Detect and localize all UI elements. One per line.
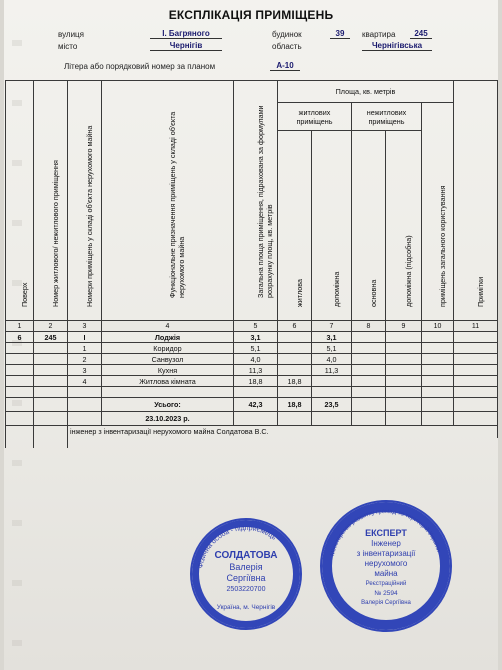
apartment-value: 245 xyxy=(410,29,432,39)
col-purpose-header: Функціональне призначення приміщень у складі об'єкта нерухомого майна xyxy=(102,81,234,321)
totals-total: 42,3 xyxy=(234,398,278,412)
seal-left-reg: 2503220700 xyxy=(226,586,266,593)
document-date: 23.10.2023 р. xyxy=(102,412,234,426)
seal-right-l1: ЕКСПЕРТ xyxy=(365,528,407,538)
col-common-use-header: приміщень загального користування xyxy=(422,103,454,321)
table-row: 4 Житлова кімната 18,8 18,8 xyxy=(6,376,498,387)
seal-left xyxy=(190,518,302,630)
column-numbers-row: 1 2 3 4 5 6 7 8 9 10 11 xyxy=(6,321,498,332)
col-notes-header: Примітки xyxy=(454,81,498,321)
seal-right-l3: з інвентаризації xyxy=(356,549,416,558)
date-row xyxy=(6,412,498,426)
litera-value: А-10 xyxy=(270,61,300,71)
col-nonliving-aux-header: допоміжна (підсобна) xyxy=(386,131,422,321)
seal-left-name3: Сергіївна xyxy=(226,573,266,583)
document-title: ЕКСПЛІКАЦІЯ ПРИМІЩЕНЬ xyxy=(168,8,334,22)
engineer-signature-line: інженер з інвентаризації нерухомого майна Солдатова В.С. xyxy=(68,426,498,438)
totals-label: Усього: xyxy=(102,398,234,412)
seal-right-l4: нерухомого xyxy=(364,559,408,568)
table-row: 1 Коридор 5,1 5,1 xyxy=(6,343,498,354)
nonliving-group-header: нежитлових приміщень xyxy=(352,103,422,131)
seal-left-name1: СОЛДАТОВА xyxy=(214,550,278,561)
engineer-row xyxy=(6,426,498,438)
table-row-blank xyxy=(6,387,498,398)
premises-table xyxy=(5,80,498,448)
col-unit-header: Номер житлового/ нежитлового приміщення xyxy=(34,81,68,321)
city-value: Чернігів xyxy=(150,41,222,51)
street-value: І. Багряного xyxy=(150,29,222,39)
col-living-main-header: житлова xyxy=(278,131,312,321)
seal-right-l5: майна xyxy=(374,569,398,578)
col-nonliving-main-header: основна xyxy=(352,131,386,321)
litera-label: Літера або порядковий номер за планом xyxy=(64,62,216,71)
table-row: 6 245 І Лоджія 3,1 3,1 xyxy=(6,332,498,343)
seal-right-l7: № 2594 xyxy=(374,590,398,597)
seal-right-l6: Реєстраційний xyxy=(365,581,407,587)
city-label: місто xyxy=(58,42,78,51)
street-label: вулиця xyxy=(58,30,84,39)
col-total-area-header: Загальна площа приміщення, підрахована за формулами розрахунку площ, кв. метрів xyxy=(234,81,278,321)
seal-right-l8: Валерія Сергіївна xyxy=(361,600,411,606)
table-row: 2 Санвузол 4,0 4,0 xyxy=(6,354,498,365)
totals-row xyxy=(6,398,498,412)
col-living-aux-header: допоміжна xyxy=(312,131,352,321)
region-value: Чернігівська xyxy=(362,41,432,51)
col-floor-header: Поверх xyxy=(6,81,34,321)
seal-left-ring-text: Фізична особа - підприємець xyxy=(197,524,278,569)
region-label: область xyxy=(272,42,302,51)
seal-right-ring-text: Міністерство розвитку громад та територій України xyxy=(329,508,442,557)
col-room-header: Номери приміщень у складі об'єкта нерухомого майна xyxy=(68,81,102,321)
seal-right xyxy=(320,500,452,632)
building-label: будинок xyxy=(272,30,302,39)
totals-living: 18,8 xyxy=(278,398,312,412)
totals-aux: 23,5 xyxy=(312,398,352,412)
table-row: 3 Кухня 11,3 11,3 xyxy=(6,365,498,376)
living-group-header: житлових приміщень xyxy=(278,103,352,131)
seal-left-name2: Валерія xyxy=(229,562,263,572)
building-value: 39 xyxy=(330,29,350,39)
area-group-header: Площа, кв. метрів xyxy=(278,81,454,103)
seal-right-l2: Інженер xyxy=(371,539,401,548)
apartment-label: квартира xyxy=(362,30,396,39)
seal-left-bottom: Україна, м. Чернігів xyxy=(216,604,276,611)
